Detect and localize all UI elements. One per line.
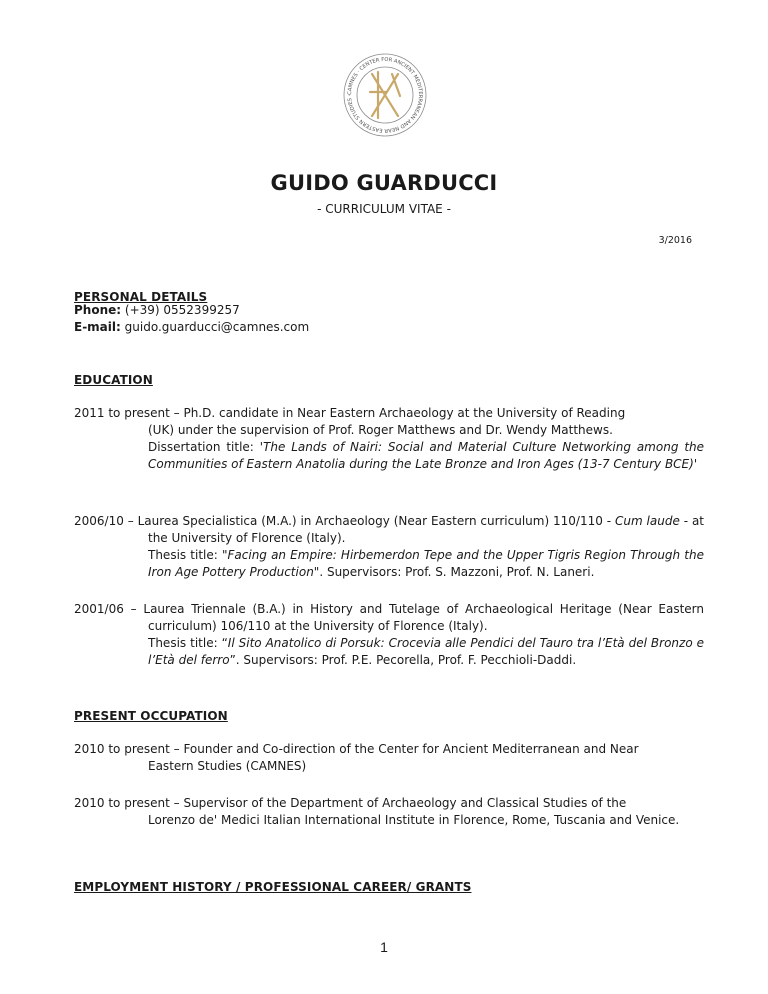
education-entry-ma [74, 513, 704, 581]
occupation-entry-ldm [74, 795, 704, 829]
ma-thesis: Thesis title: "Facing an Empire: Hirbemerdon Tepe and the Upper Tigris Region Through the Iron Age Pottery Production". Supervisors: Prof. S. Mazzoni, Prof. N. Laneri. [148, 548, 704, 579]
camnes-line-1: 2010 to present – Founder and Co-direction of the Center for Ancient Mediterranean and Near [74, 742, 639, 756]
phd-dissertation: Dissertation title: 'The Lands of Nairi: Social and Material Culture Networking among the Communities of Eastern Anatolia during the Late Bronze and Iron Ages (13-7 Century BCE)' [148, 440, 705, 471]
phone-value: (+39) 0552399257 [124, 303, 240, 317]
employment-history-heading: EMPLOYMENT HISTORY / PROFESSIONAL CAREER/ GRANTS [74, 880, 472, 894]
ldm-line-2: Lorenzo de' Medici Italian International Institute in Florence, Rome, Tuscania and Venice. [148, 813, 680, 827]
email-line [74, 320, 309, 334]
email-label: E-mail: [74, 320, 121, 334]
camnes-line-2: Eastern Studies (CAMNES) [148, 759, 307, 773]
personal-details-heading: PERSONAL DETAILS [74, 290, 208, 304]
ba-thesis: Thesis title: “Il Sito Anatolico di Porsuk: Crocevia alle Pendici del Tauro tra l’Età del Bronzo e l’Età del ferro”. Supervisors: Prof. P.E. Pecorella, Prof. F. Pecchioli-Daddi. [148, 636, 704, 667]
logo-ring-text: CAMNES · CENTER FOR ANCIENT MEDITERRANEAN AND NEAR EASTERN STUDIES · [346, 56, 424, 134]
phone-label: Phone: [74, 303, 122, 317]
education-entry-phd [74, 405, 704, 473]
present-occupation-heading: PRESENT OCCUPATION [74, 709, 228, 723]
phone-line [74, 303, 240, 317]
ma-thesis-title: Facing an Empire: Hirbemerdon Tepe and the Upper Tigris Region Through the Iron Age Pottery Production [148, 548, 704, 579]
phd-line-1: 2011 to present – Ph.D. candidate in Near Eastern Archaeology at the University of Reading [74, 406, 626, 420]
ba-line-1: 2001/06 – Laurea Triennale (B.A.) in History and Tutelage of Archaeological Heritage (Near Eastern curriculum) 106/110 at the University of Florence (Italy). [74, 602, 704, 633]
phd-dissertation-title: The Lands of Nairi: Social and Material Culture Networking among the Communities of Eastern Anatolia during the Late Bronze and Iron Ages (13-7 Century BCE) [148, 440, 705, 471]
ba-thesis-title: Il Sito Anatolico di Porsuk: Crocevia alle Pendici del Tauro tra l’Età del Bronzo e l’Età del ferro [148, 636, 704, 667]
cv-date: 3/2016 [658, 235, 692, 246]
page-number: 1 [380, 939, 388, 955]
camnes-logo [342, 52, 428, 138]
ma-honors: Cum laude [614, 514, 680, 528]
cv-subtitle: - CURRICULUM VITAE - [317, 202, 451, 216]
cv-name: GUIDO GUARDUCCI [270, 171, 498, 195]
ma-line-1: 2006/10 – Laurea Specialistica (M.A.) in Archaeology (Near Eastern curriculum) 110/110 - Cum laude - at the University of Florence (Italy). [74, 514, 704, 545]
education-heading: EDUCATION [74, 373, 153, 387]
email-value: guido.guarducci@camnes.com [124, 320, 310, 334]
phd-line-2: (UK) under the supervision of Prof. Roger Matthews and Dr. Wendy Matthews. [148, 423, 613, 437]
education-entry-ba [74, 601, 704, 669]
ldm-line-1: 2010 to present – Supervisor of the Department of Archaeology and Classical Studies of the [74, 796, 627, 810]
occupation-entry-camnes [74, 741, 704, 775]
